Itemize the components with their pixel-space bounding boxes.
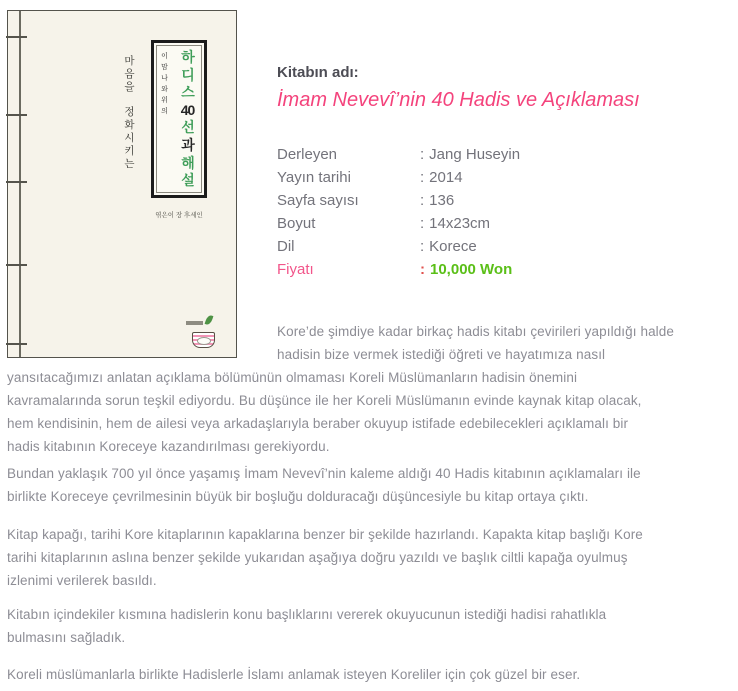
paragraph-line: Kitabın içindekiler kısmına hadislerin konu başlıklarını vererek okuyucunun istediği hadisi rahatlıkla [7,607,607,622]
paragraph-line: Kore’de şimdiye kadar birkaç hadis kitabı çevirileri yapıldığı halde [277,324,674,339]
paragraph-line: bulmasını sağladık. [7,630,126,645]
paragraph-line: kavramalarında sorun teşkil ediyordu. Bu düşünce ile her Koreli Müslümanın evinde kaynak kitap olacak, [7,393,642,408]
cover-title-char: 스 [181,84,194,101]
paragraph-line: tarihi kitaplarının aslına benzer şekilde yukarıdan aşağıya doğru yazıldı ve başlık ciltli kapağa oyulmuş [7,550,628,565]
detail-row-boyut [277,212,731,235]
cover-title-char: 설 [181,172,194,189]
paragraph-line: Koreli müslümanlarla birlikte Hadislerle İslamı anlamak isteyen Koreliler için çok güzel bir eser. [7,667,581,682]
book-cover-image [7,10,237,358]
detail-value: 2014 [429,169,463,186]
cover-title-char: 하 [181,49,194,65]
basket-label [197,337,211,345]
binding-stitch [6,114,27,116]
side-text-gap [122,94,137,106]
paragraph-line: hadis kitabının Koreceye kazandırılması gerekiyordu. [7,439,330,454]
cover-title-box [151,40,207,198]
detail-colon: : [420,192,425,209]
detail-colon: : [420,169,425,186]
cover-box-subtitle: 이맘나와위의 [161,53,168,115]
paragraph-line: hadisin bize vermek istediği öğreti ve hayatımıza nasıl [277,347,606,362]
detail-value: 136 [429,192,455,209]
cover-title-column [174,49,201,190]
detail-label: Sayfa sayısı [277,192,359,209]
detail-colon: : [420,215,425,232]
paragraph-1-lead [277,320,731,366]
leaf-icon [205,314,214,325]
book-details-list [277,143,731,281]
detail-row-sayfa-sayisi [277,189,731,212]
cover-title-box-inner [156,45,202,193]
binding-stitch [6,36,27,38]
detail-row-yayin-tarihi [277,166,731,189]
paragraph-line: yansıtacağımızı anlatan açıklama bölümünün olmaması Koreli Müslümanların hadisin önemini [7,370,578,385]
basket-icon [192,332,215,348]
binding-stitch [6,343,27,345]
detail-value: Korece [429,238,477,255]
detail-label: Yayın tarihi [277,169,351,186]
paragraph-3 [7,523,731,592]
detail-label: Fiyatı [277,261,314,278]
cover-title-char: 해 [181,154,194,171]
book-title: İmam Nevevî’nin 40 Hadis ve Açıklaması [277,89,640,111]
book-name-heading: Kitabın adı: [277,64,359,81]
paragraph-line: birlikte Koreceye çevrilmesinin büyük bir boşluğu dolduracağı düşüncesiyle bu kitap ortaya çıktı. [7,489,589,504]
detail-row-fiyati [277,258,731,281]
cover-side-text-top: 마음을 [124,55,135,93]
cover-side-text [122,55,137,171]
paragraph-line: hem kendisinin, hem de ailesi veya arkadaşlarıyla beraber okuyup istifade edebilecekleri açıklamalı bir [7,416,629,431]
paragraph-2 [7,462,731,508]
paragraph-line: Bundan yaklaşık 700 yıl önce yaşamış İmam Nevevî’nin kaleme aldığı 40 Hadis kitabının açıklamaları ile [7,466,641,481]
cover-title-char: 디 [181,66,194,83]
cover-side-text-bottom: 정화시키는 [124,106,135,170]
cover-title-char: 과 [181,136,194,153]
publisher-name-text [186,321,203,325]
paragraph-line: Kitap kapağı, tarihi Kore kitaplarının kapaklarına benzer bir şekilde hazırlandı. Kapakta kitap başlığı Kore [7,527,643,542]
publisher-logo [186,315,222,355]
detail-label: Derleyen [277,146,338,163]
paragraph-4 [7,603,731,649]
detail-value: Jang Huseyin [429,146,521,163]
detail-colon: : [420,238,425,255]
detail-colon: : [420,261,425,278]
binding-stitch [6,264,27,266]
cover-editor-line: 엮은이 장 후세인 [155,212,203,219]
detail-row-derleyen [277,143,731,166]
paragraph-5 [7,663,731,686]
price-value: 10,000 Won [430,261,513,278]
paragraph-line: izlenimi verilerek basıldı. [7,573,157,588]
detail-colon: : [420,146,425,163]
detail-label: Dil [277,238,295,255]
cover-title-char: 40 [180,101,195,118]
paragraph-1-continuation [7,366,731,458]
stab-binding-line [19,11,21,357]
book-info-panel [277,0,731,366]
detail-label: Boyut [277,215,316,232]
binding-stitch [6,181,27,183]
detail-row-dil [277,235,731,258]
detail-value: 14x23cm [429,215,491,232]
cover-title-char: 선 [181,119,194,136]
